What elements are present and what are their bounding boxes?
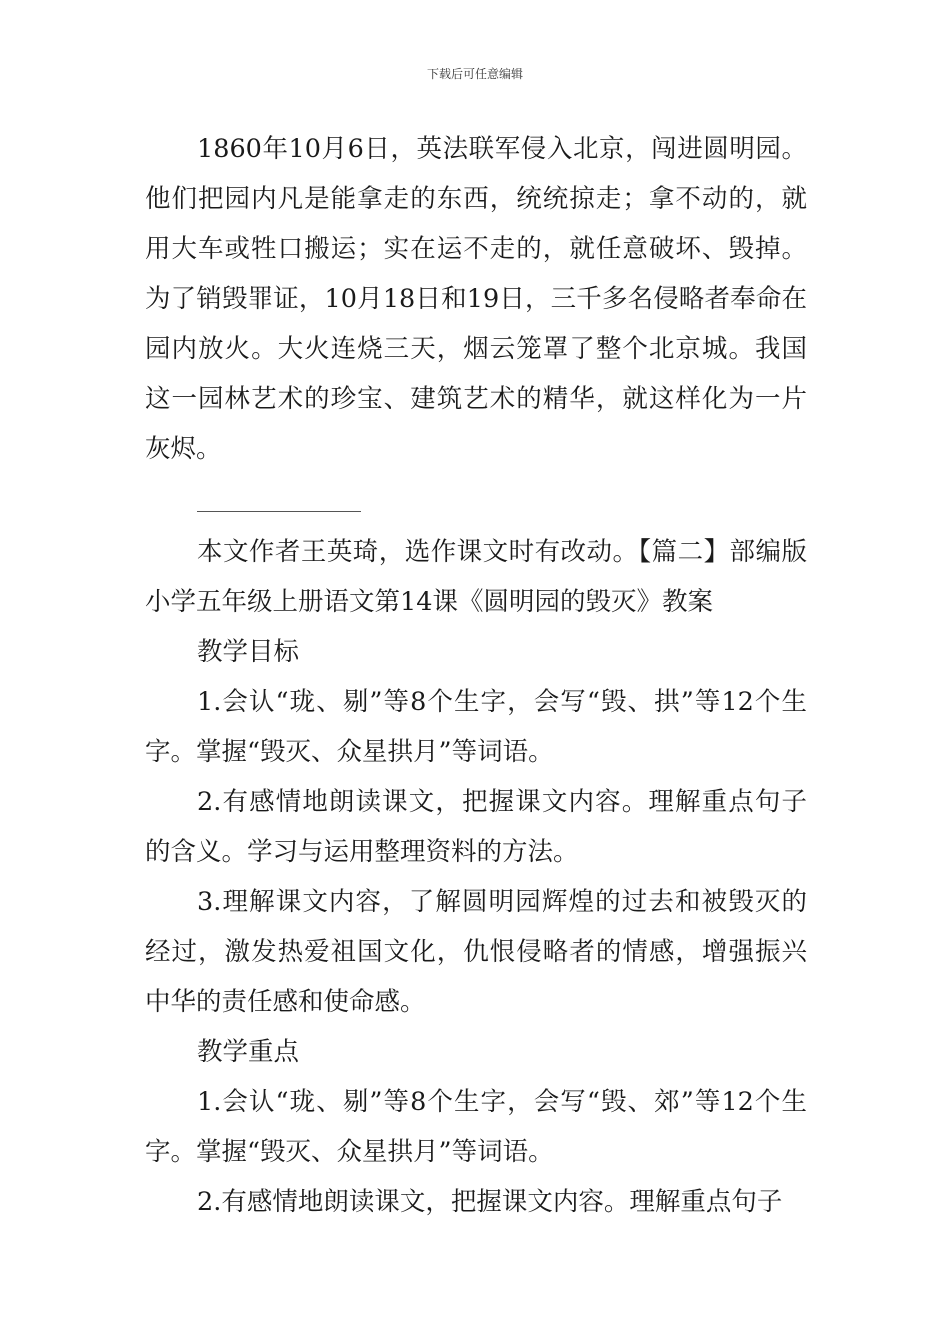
page-header-note: 下载后可任意编辑 [426, 67, 523, 81]
key-point-item: 1.会认“珑、剔”等8个生字，会写“毁、郊”等12个生字。掌握“毁灭、众星拱月”等词语。 [145, 1087, 807, 1167]
section-heading-key-points: 教学重点 [197, 1037, 300, 1067]
footnote-divider [197, 511, 361, 512]
objective-item: 3.理解课文内容，了解圆明园辉煌的过去和被毁灭的经过，激发热爱祖国文化，仇恨侵略者的情感，增强振兴中华的责任感和使命感。 [145, 887, 807, 1017]
objective-item: 2.有感情地朗读课文，把握课文内容。理解重点句子的含义。学习与运用整理资料的方法。 [145, 787, 807, 867]
footnote-paragraph: 本文作者王英琦，选作课文时有改动。【篇二】部编版小学五年级上册语文第14课《圆明园的毁灭》教案 [145, 537, 807, 617]
document-body [145, 124, 807, 1227]
section-heading-objectives: 教学目标 [197, 637, 300, 667]
key-point-item: 2.有感情地朗读课文，把握课文内容。理解重点句子 [197, 1187, 783, 1217]
objective-item: 1.会认“珑、剔”等8个生字，会写“毁、拱”等12个生字。掌握“毁灭、众星拱月”等词语。 [145, 687, 807, 767]
body-paragraph: 1860年10月6日，英法联军侵入北京，闯进圆明园。他们把园内凡是能拿走的东西，统统掠走；拿不动的，就用大车或牲口搬运；实在运不走的，就任意破坏、毁掉。为了销毁罪证，10月18日和19日，三千多名侵略者奉命在园内放火。大火连烧三天，烟云笼罩了整个北京城。我国这一园林艺术的珍宝、建筑艺术的精华，就这样化为一片灰烬。 [145, 134, 807, 464]
